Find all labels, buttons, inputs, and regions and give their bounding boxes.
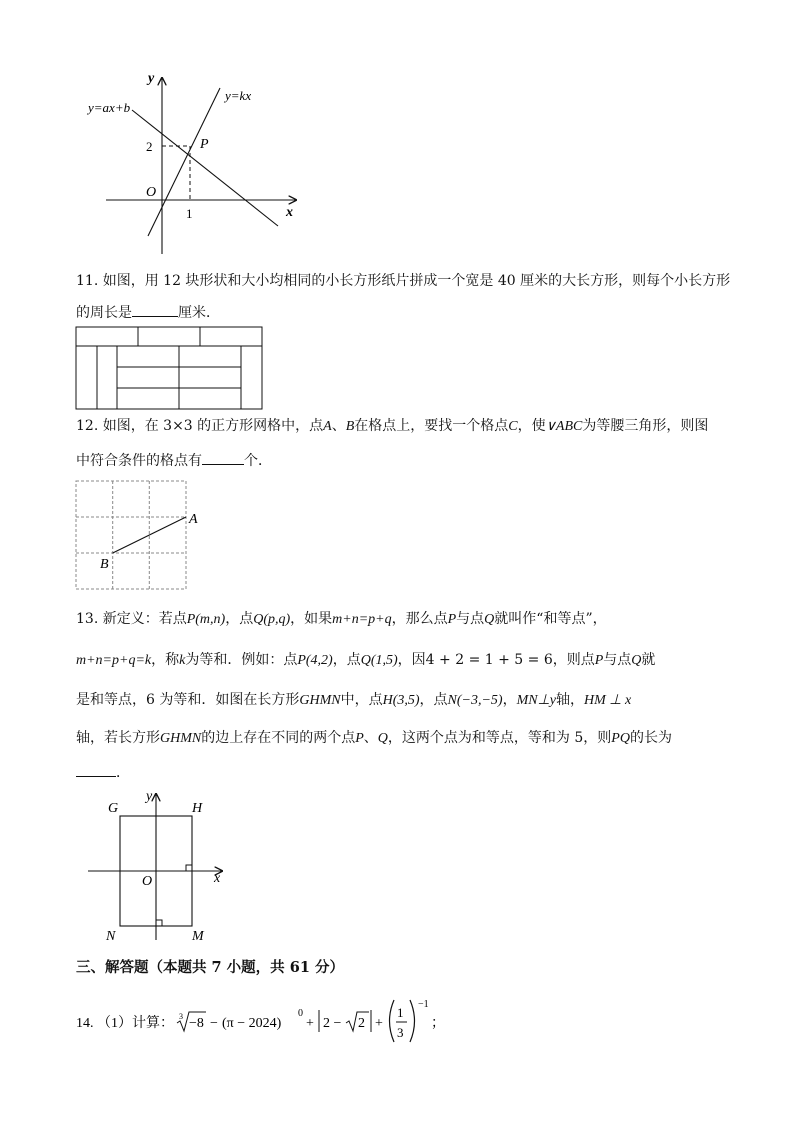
paren-left-icon — [390, 1000, 395, 1042]
q13-l4-sep: 、 — [363, 730, 378, 746]
q13-line5 — [76, 762, 130, 783]
q13-l2-e: ，则点 — [552, 652, 595, 668]
q12-text-f: 个． — [244, 453, 272, 469]
q13-l2-f: 与点 — [603, 652, 632, 668]
q13-l3-N: N(−3,−5) — [447, 693, 503, 708]
q13-l2-a: ，称 — [151, 652, 180, 668]
label-y: y — [148, 71, 155, 86]
label-line-ax-b: y=ax+b — [88, 100, 131, 115]
q13-l3-e: 轴， — [556, 692, 585, 708]
q14-expression — [76, 996, 496, 1046]
q13-l3-H: H(3,5) — [382, 693, 420, 708]
q13-l4-c: ，这两个点为和等点，等和为 5，则 — [387, 730, 612, 746]
q13-l1-eq: m+n=p+q — [332, 612, 392, 627]
q14-prefix: 14. （1）计算： — [76, 1016, 174, 1031]
q13-l4-a: 轴，若长方形 — [76, 730, 160, 746]
q11-answer-blank[interactable] — [132, 302, 178, 317]
q13-l3-MN: MN⊥y — [516, 693, 557, 708]
label-grid-B: B — [100, 557, 109, 572]
q13-line3 — [76, 690, 631, 711]
q12-sep: 、 — [331, 418, 346, 434]
q13-l1-d: ，那么点 — [391, 611, 448, 627]
q13-l3-b: 中，点 — [340, 692, 383, 708]
label-x-2: x — [214, 871, 221, 886]
q13-l1-P: P(m,n) — [186, 612, 226, 627]
q11-line1: 11. 如图，用 12 块形状和大小均相同的小长方形纸片拼成一个宽是 40 厘米的大长方形，则每个小长方形 — [76, 273, 731, 289]
q12-B: B — [345, 419, 355, 434]
q13-l1-Q: Q(p,q) — [253, 612, 291, 627]
section-3-title: 三、解答题（本题共 7 小题，共 61 分） — [76, 959, 344, 976]
label-x: x — [286, 205, 293, 220]
q14-frac-den: 3 — [397, 1025, 404, 1040]
q13-l2-Q: Q(1,5) — [360, 653, 398, 668]
q14-plus2: + — [375, 1016, 383, 1031]
q13-l2-g: 就 — [641, 652, 656, 668]
q14-exp0: 0 — [298, 1008, 303, 1019]
q12-text-d: 为等腰三角形，则图 — [582, 418, 709, 434]
q13-l4-Q: Q — [377, 731, 388, 746]
figure-lines-intersection — [80, 68, 310, 258]
q14-line — [76, 996, 496, 1046]
paren-right-icon — [410, 1000, 415, 1042]
line-ax-plus-b — [132, 110, 278, 226]
q12-triangle: ∨ABC — [545, 419, 583, 434]
q13-l4-d: 的长为 — [629, 730, 672, 746]
q11-line2-b: 厘米． — [178, 305, 220, 321]
label-origin: O — [146, 185, 157, 200]
q13-line2 — [76, 650, 655, 671]
q13-l5-end: ． — [116, 765, 130, 781]
q14-abs-a: 2 − — [323, 1016, 342, 1031]
label-tick-1: 1 — [186, 206, 193, 221]
q13-l1-P2: P — [447, 612, 457, 627]
label-N: N — [106, 929, 116, 944]
q13-l2-k: k — [179, 653, 186, 668]
figure-rectangle-GHMN — [84, 786, 234, 946]
label-tick-2: 2 — [146, 139, 153, 154]
q13-l1-e: 与点 — [456, 611, 485, 627]
q13-line1 — [76, 609, 607, 630]
q12-text-a: 12. 如图，在 3×3 的正方形网格中，点 — [76, 418, 324, 434]
label-y-2: y — [146, 789, 153, 804]
q11-line2-a: 的周长是 — [76, 305, 132, 321]
q14-end: ； — [431, 1016, 445, 1031]
q13-l4-GHMN: GHMN — [160, 731, 202, 746]
figure-grid-3x3 — [72, 478, 212, 594]
right-angle-mark-2 — [156, 920, 162, 926]
q13-l2-d: ，因 — [397, 652, 426, 668]
q13-l4-PQ: PQ — [611, 731, 630, 746]
q13-l2-P: P(4,2) — [297, 653, 333, 668]
q13-l3-GHMN: GHMN — [299, 693, 341, 708]
q13-l2-b: 为等和．例如：点 — [185, 652, 298, 668]
q14-frac-num: 1 — [397, 1005, 404, 1020]
q12-text-b: 在格点上，要找一个格点 — [354, 418, 509, 434]
label-M: M — [192, 929, 204, 944]
q12-C: C — [508, 419, 518, 434]
q14-minus1: − — [210, 1016, 218, 1031]
q13-l3-d: ， — [502, 692, 517, 708]
q13-l1-a: 13. 新定义：若点 — [76, 611, 187, 627]
q12-line1 — [76, 416, 708, 437]
label-H: H — [192, 801, 203, 816]
q13-l2-calc: 4 + 2 = 1 + 5 = 6 — [425, 652, 553, 668]
q14-exp-neg1: −1 — [418, 999, 429, 1010]
q13-l4-b: 的边上存在不同的两个点 — [201, 730, 356, 746]
label-O-2: O — [142, 874, 153, 889]
q14-sqrt2: 2 — [358, 1016, 365, 1031]
figure-rectangle-tiling — [75, 326, 265, 412]
q12-answer-blank[interactable] — [202, 450, 244, 465]
q13-answer-blank[interactable] — [76, 762, 116, 777]
q13-l2-c: ，点 — [332, 652, 361, 668]
q13-l1-c: ，如果 — [290, 611, 333, 627]
q12-text-e: 中符合条件的格点有 — [76, 453, 202, 469]
label-grid-A: A — [189, 512, 198, 527]
right-angle-mark-1 — [186, 865, 192, 871]
q13-l1-Q2: Q — [484, 612, 495, 627]
q12-A: A — [323, 419, 332, 434]
q12-text-c: ，使 — [517, 418, 546, 434]
q13-l2-P2: P — [594, 653, 604, 668]
label-point-P: P — [200, 137, 209, 152]
label-line-kx: y=kx — [225, 88, 252, 103]
q13-line4 — [76, 728, 672, 749]
q13-l1-f: 就叫作“和等点”， — [494, 611, 607, 627]
q13-l3-a: 是和等点，6 为等和．如图在长方形 — [76, 692, 300, 708]
q12-line2 — [76, 450, 272, 471]
line-kx — [148, 88, 220, 236]
q14-paren: (π − 2024) — [222, 1016, 282, 1031]
q11-line2 — [76, 302, 220, 323]
q14-root-index: 3 — [179, 1012, 183, 1021]
q13-l2-Q2: Q — [631, 653, 642, 668]
q13-l3-c: ，点 — [419, 692, 448, 708]
q13-l2-eq: m+n=p+q=k — [76, 653, 152, 668]
q14-plus1: + — [306, 1016, 314, 1031]
q13-l4-P: P — [355, 731, 364, 746]
label-G: G — [108, 801, 119, 816]
q13-l3-HM: HM ⊥ x — [584, 693, 632, 708]
q14-radicand: −8 — [189, 1016, 204, 1031]
q13-l1-b: ，点 — [225, 611, 254, 627]
